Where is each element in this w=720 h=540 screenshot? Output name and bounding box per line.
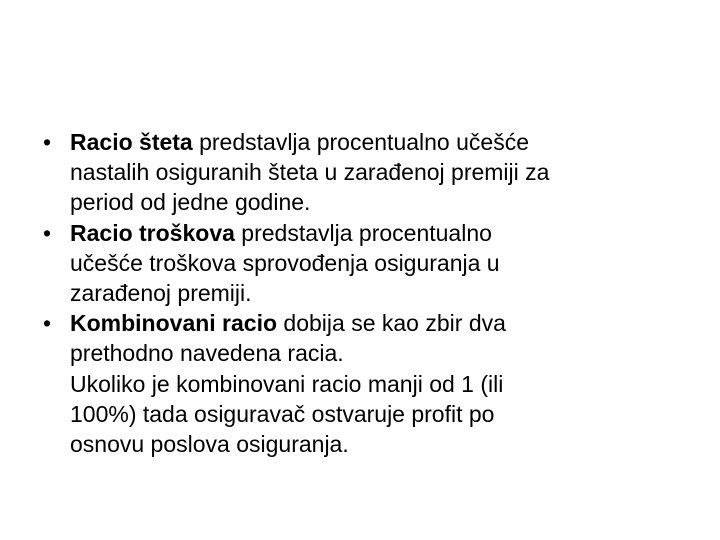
bullet-term: Racio šteta xyxy=(70,129,193,155)
bullet-line xyxy=(70,218,680,248)
bullet-text: 100%) tada osiguravač ostvaruje profit po xyxy=(70,400,495,427)
bullet-text: Ukoliko je kombinovani racio manji od 1 (ili xyxy=(70,370,504,397)
bullet-dot-icon: • xyxy=(42,129,52,155)
bullet-text: učešće troškova sprovođenja osiguranja u xyxy=(70,249,500,276)
bullet-list xyxy=(40,127,680,459)
bullet-line xyxy=(70,308,680,338)
bullet-text: nastalih osiguranih šteta u zarađenoj premiji za xyxy=(70,159,550,186)
bullet-item-expense-ratio xyxy=(40,218,680,309)
bullet-term: Kombinovani racio xyxy=(70,310,278,337)
bullet-dot-icon: • xyxy=(42,219,52,246)
bullet-item-loss-ratio xyxy=(40,127,680,218)
bullet-dot-icon: • xyxy=(42,310,52,337)
bullet-text: predstavlja procentualno učešće xyxy=(192,129,529,155)
bullet-line xyxy=(70,127,680,157)
bullet-text: period od jedne godine. xyxy=(70,189,311,216)
bullet-text: predstavlja procentualno xyxy=(234,219,492,246)
bullet-term: Racio troškova xyxy=(70,219,235,246)
bullet-item-combined-ratio xyxy=(40,308,680,459)
bullet-text: osnovu poslova osiguranja. xyxy=(70,431,349,458)
bullet-text: dobija se kao zbir dva xyxy=(277,310,506,337)
bullet-text: zarađenoj premiji. xyxy=(70,280,252,307)
bullet-text: prethodno navedena racia. xyxy=(70,340,344,367)
